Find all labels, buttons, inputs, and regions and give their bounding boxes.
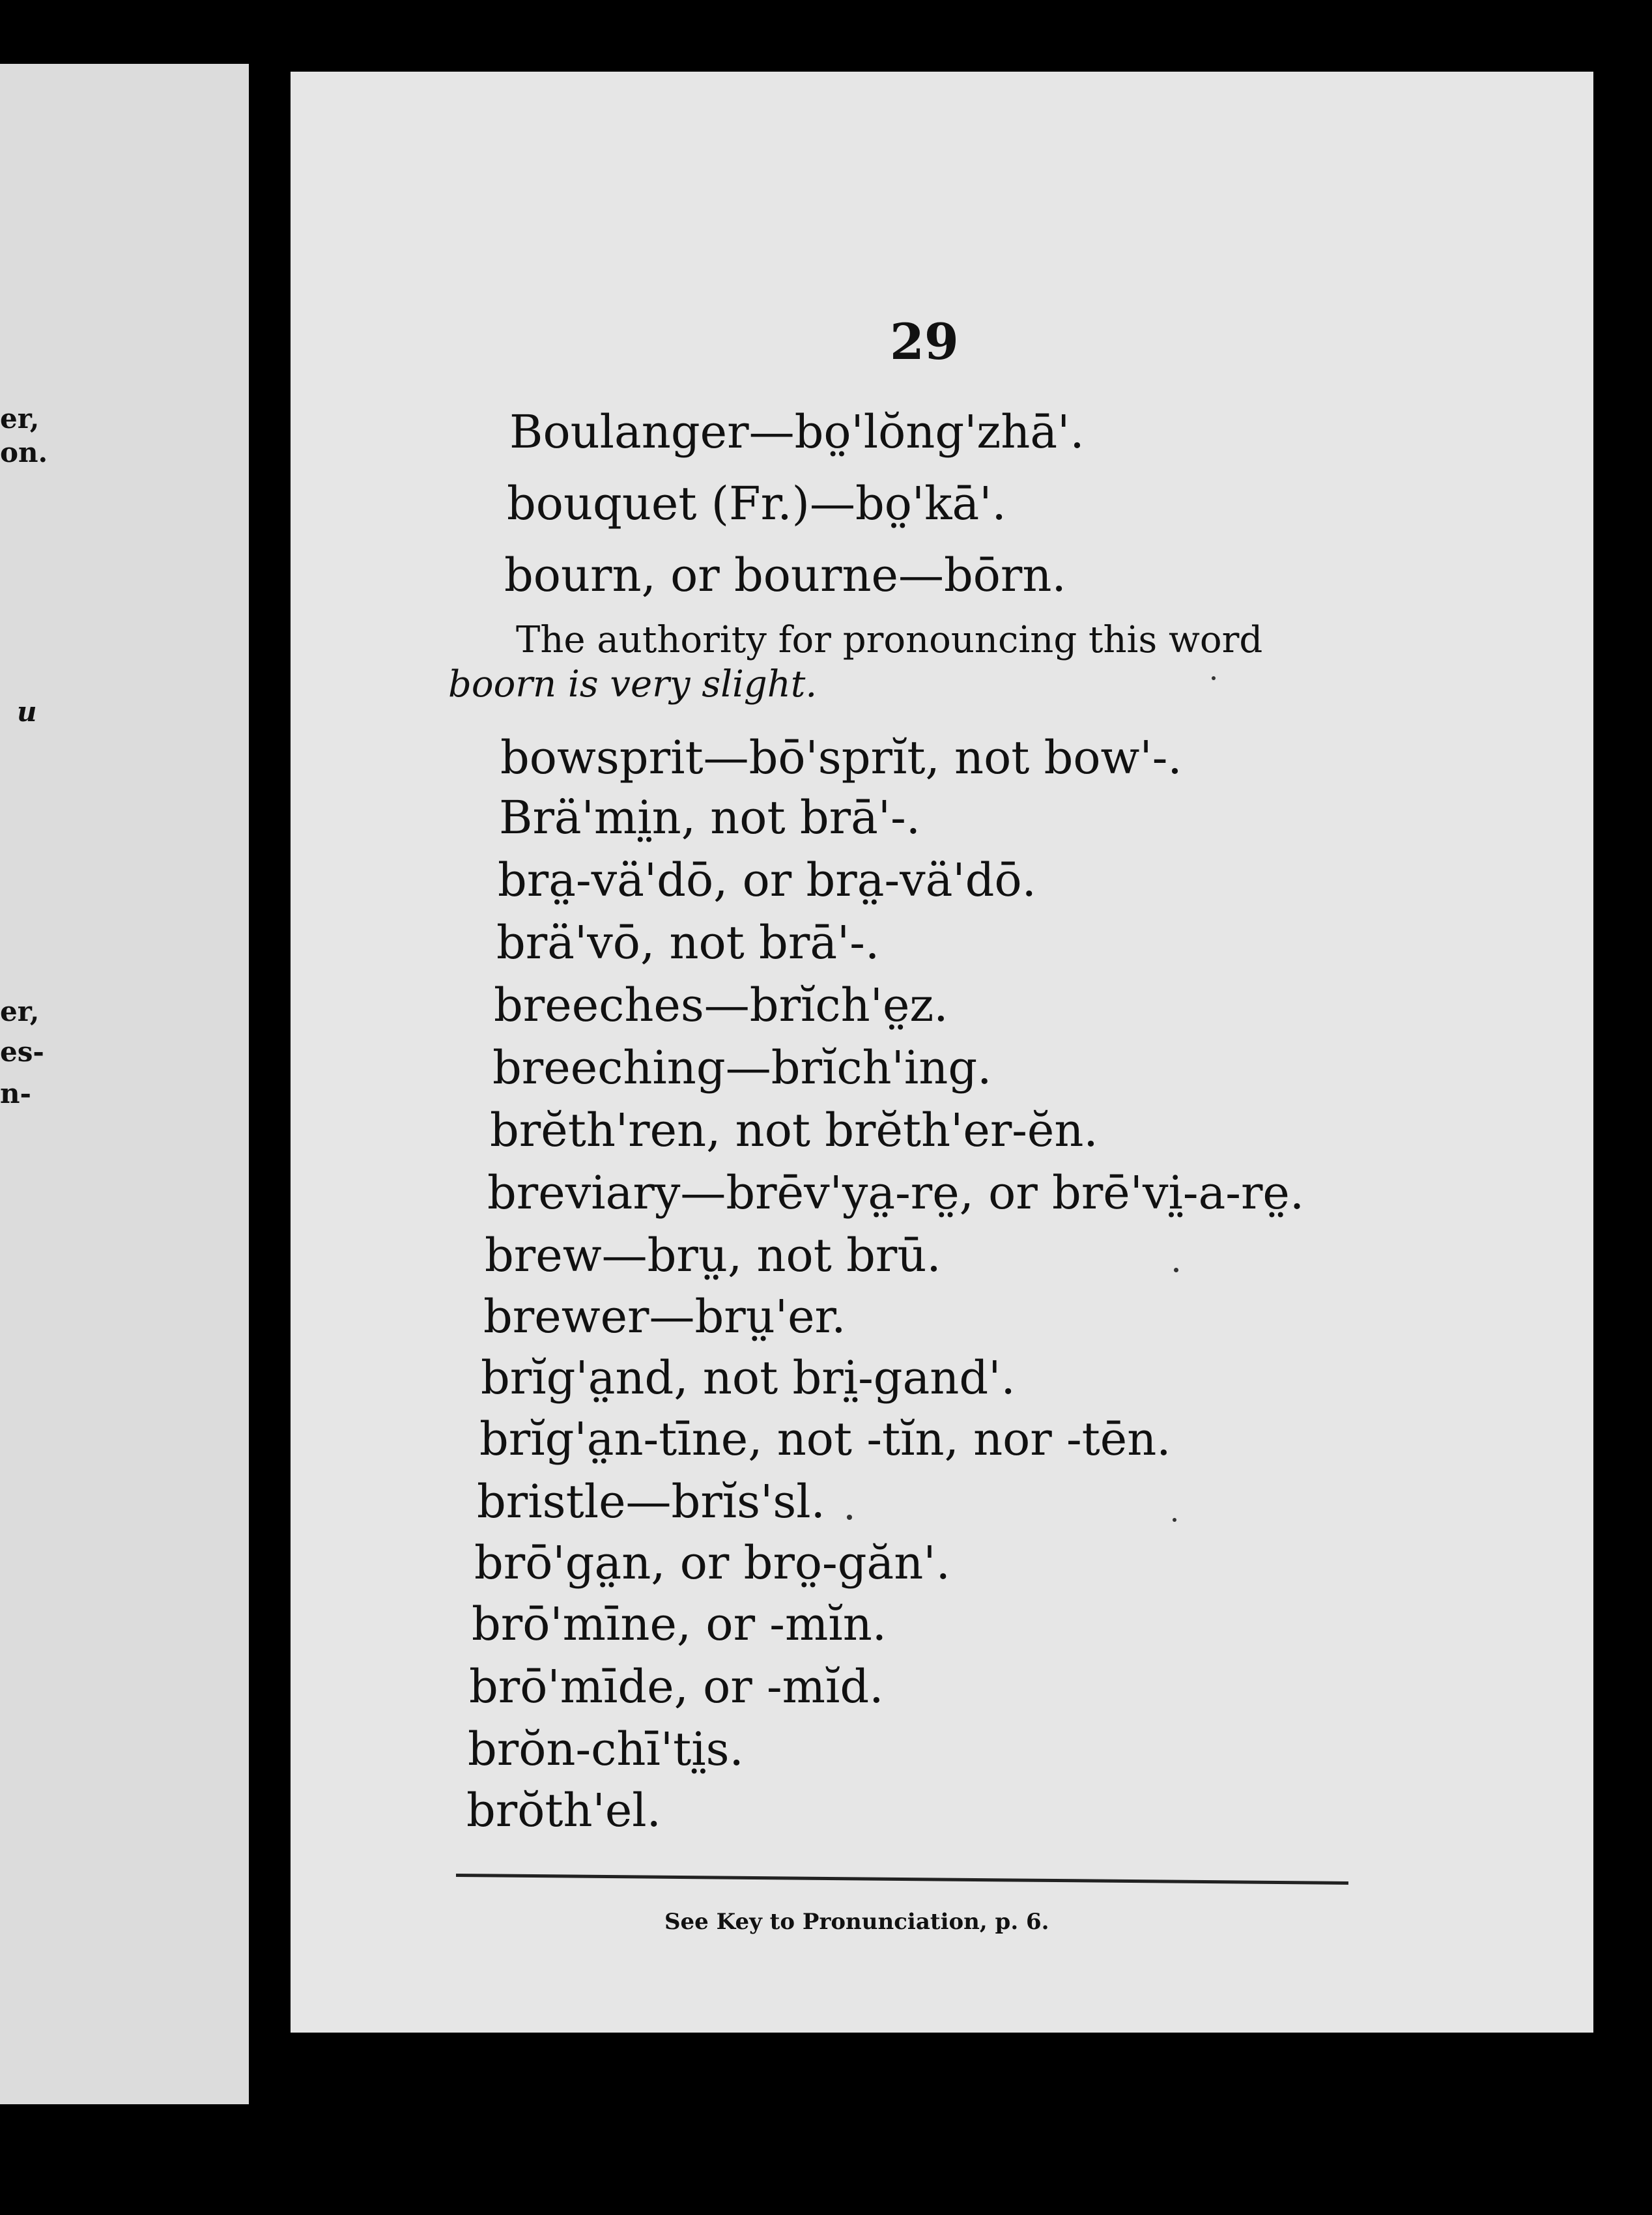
dictionary-entry: bowsprit—bō'sprĭt, not bow'-. — [500, 731, 1182, 784]
left-page-fragment: er, — [0, 403, 40, 435]
usage-note-line: The authority for pronouncing this word — [516, 619, 1263, 661]
left-page-fragment: er, — [0, 995, 40, 1027]
page-gutter — [249, 39, 288, 2156]
dictionary-entry: brŏth'el. — [466, 1784, 661, 1837]
dictionary-entry: brō'mīde, or -mĭd. — [469, 1660, 884, 1713]
dictionary-entry: breeching—brĭch'ing. — [492, 1041, 992, 1094]
scanned-page — [291, 72, 1593, 2033]
dictionary-entry: breviary—brēv'ya̤-re̤, or brē'vi̤-a-re̤. — [487, 1166, 1305, 1220]
dictionary-entry: brō'ga̤n, or bro̤-găn'. — [474, 1536, 950, 1590]
dictionary-entry: bouquet (Fr.)—bo̤'kā'. — [507, 477, 1006, 530]
dictionary-entry: brĭg'a̤nd, not bri̤-gand'. — [481, 1351, 1016, 1405]
left-page-fragment: es- — [0, 1036, 44, 1068]
dictionary-entry: brō'mīne, or -mĭn. — [472, 1597, 887, 1651]
dictionary-entry: brŏn-chī'ti̤s. — [468, 1722, 744, 1776]
dictionary-entry: Boulanger—bo̤'lŏng'zhā'. — [509, 405, 1085, 459]
left-page-fragment: on. — [0, 436, 48, 468]
page-number: 29 — [890, 313, 959, 371]
dictionary-entry: brew—brṳ, not brū. — [485, 1229, 941, 1282]
dictionary-entry: bristle—brĭs'sl. — [477, 1475, 825, 1528]
dictionary-entry: brä'vō, not brā'-. — [496, 916, 880, 969]
dictionary-entry: Brä'mi̤n, not brā'-. — [499, 791, 920, 844]
footer-note: See Key to Pronunciation, p. 6. — [664, 1909, 1049, 1935]
usage-note-line: boorn is very slight. — [448, 663, 818, 706]
dictionary-entry: breeches—brĭch'e̤z. — [494, 979, 948, 1032]
dictionary-entry: bra̤-vä'dō, or bra̤-vä'dō. — [498, 853, 1036, 907]
dictionary-entry: brĕth'ren, not brĕth'er-ĕn. — [490, 1104, 1098, 1157]
left-page-fragment: u — [17, 696, 37, 728]
dictionary-entry: brĭg'a̤n-tīne, not -tĭn, nor -tēn. — [479, 1412, 1171, 1466]
left-page-fragment: n- — [0, 1078, 31, 1109]
left-page-edge — [0, 64, 249, 2104]
dictionary-entry: brewer—brṳ'er. — [483, 1290, 846, 1343]
dictionary-entry: bourn, or bourne—bōrn. — [504, 549, 1066, 602]
